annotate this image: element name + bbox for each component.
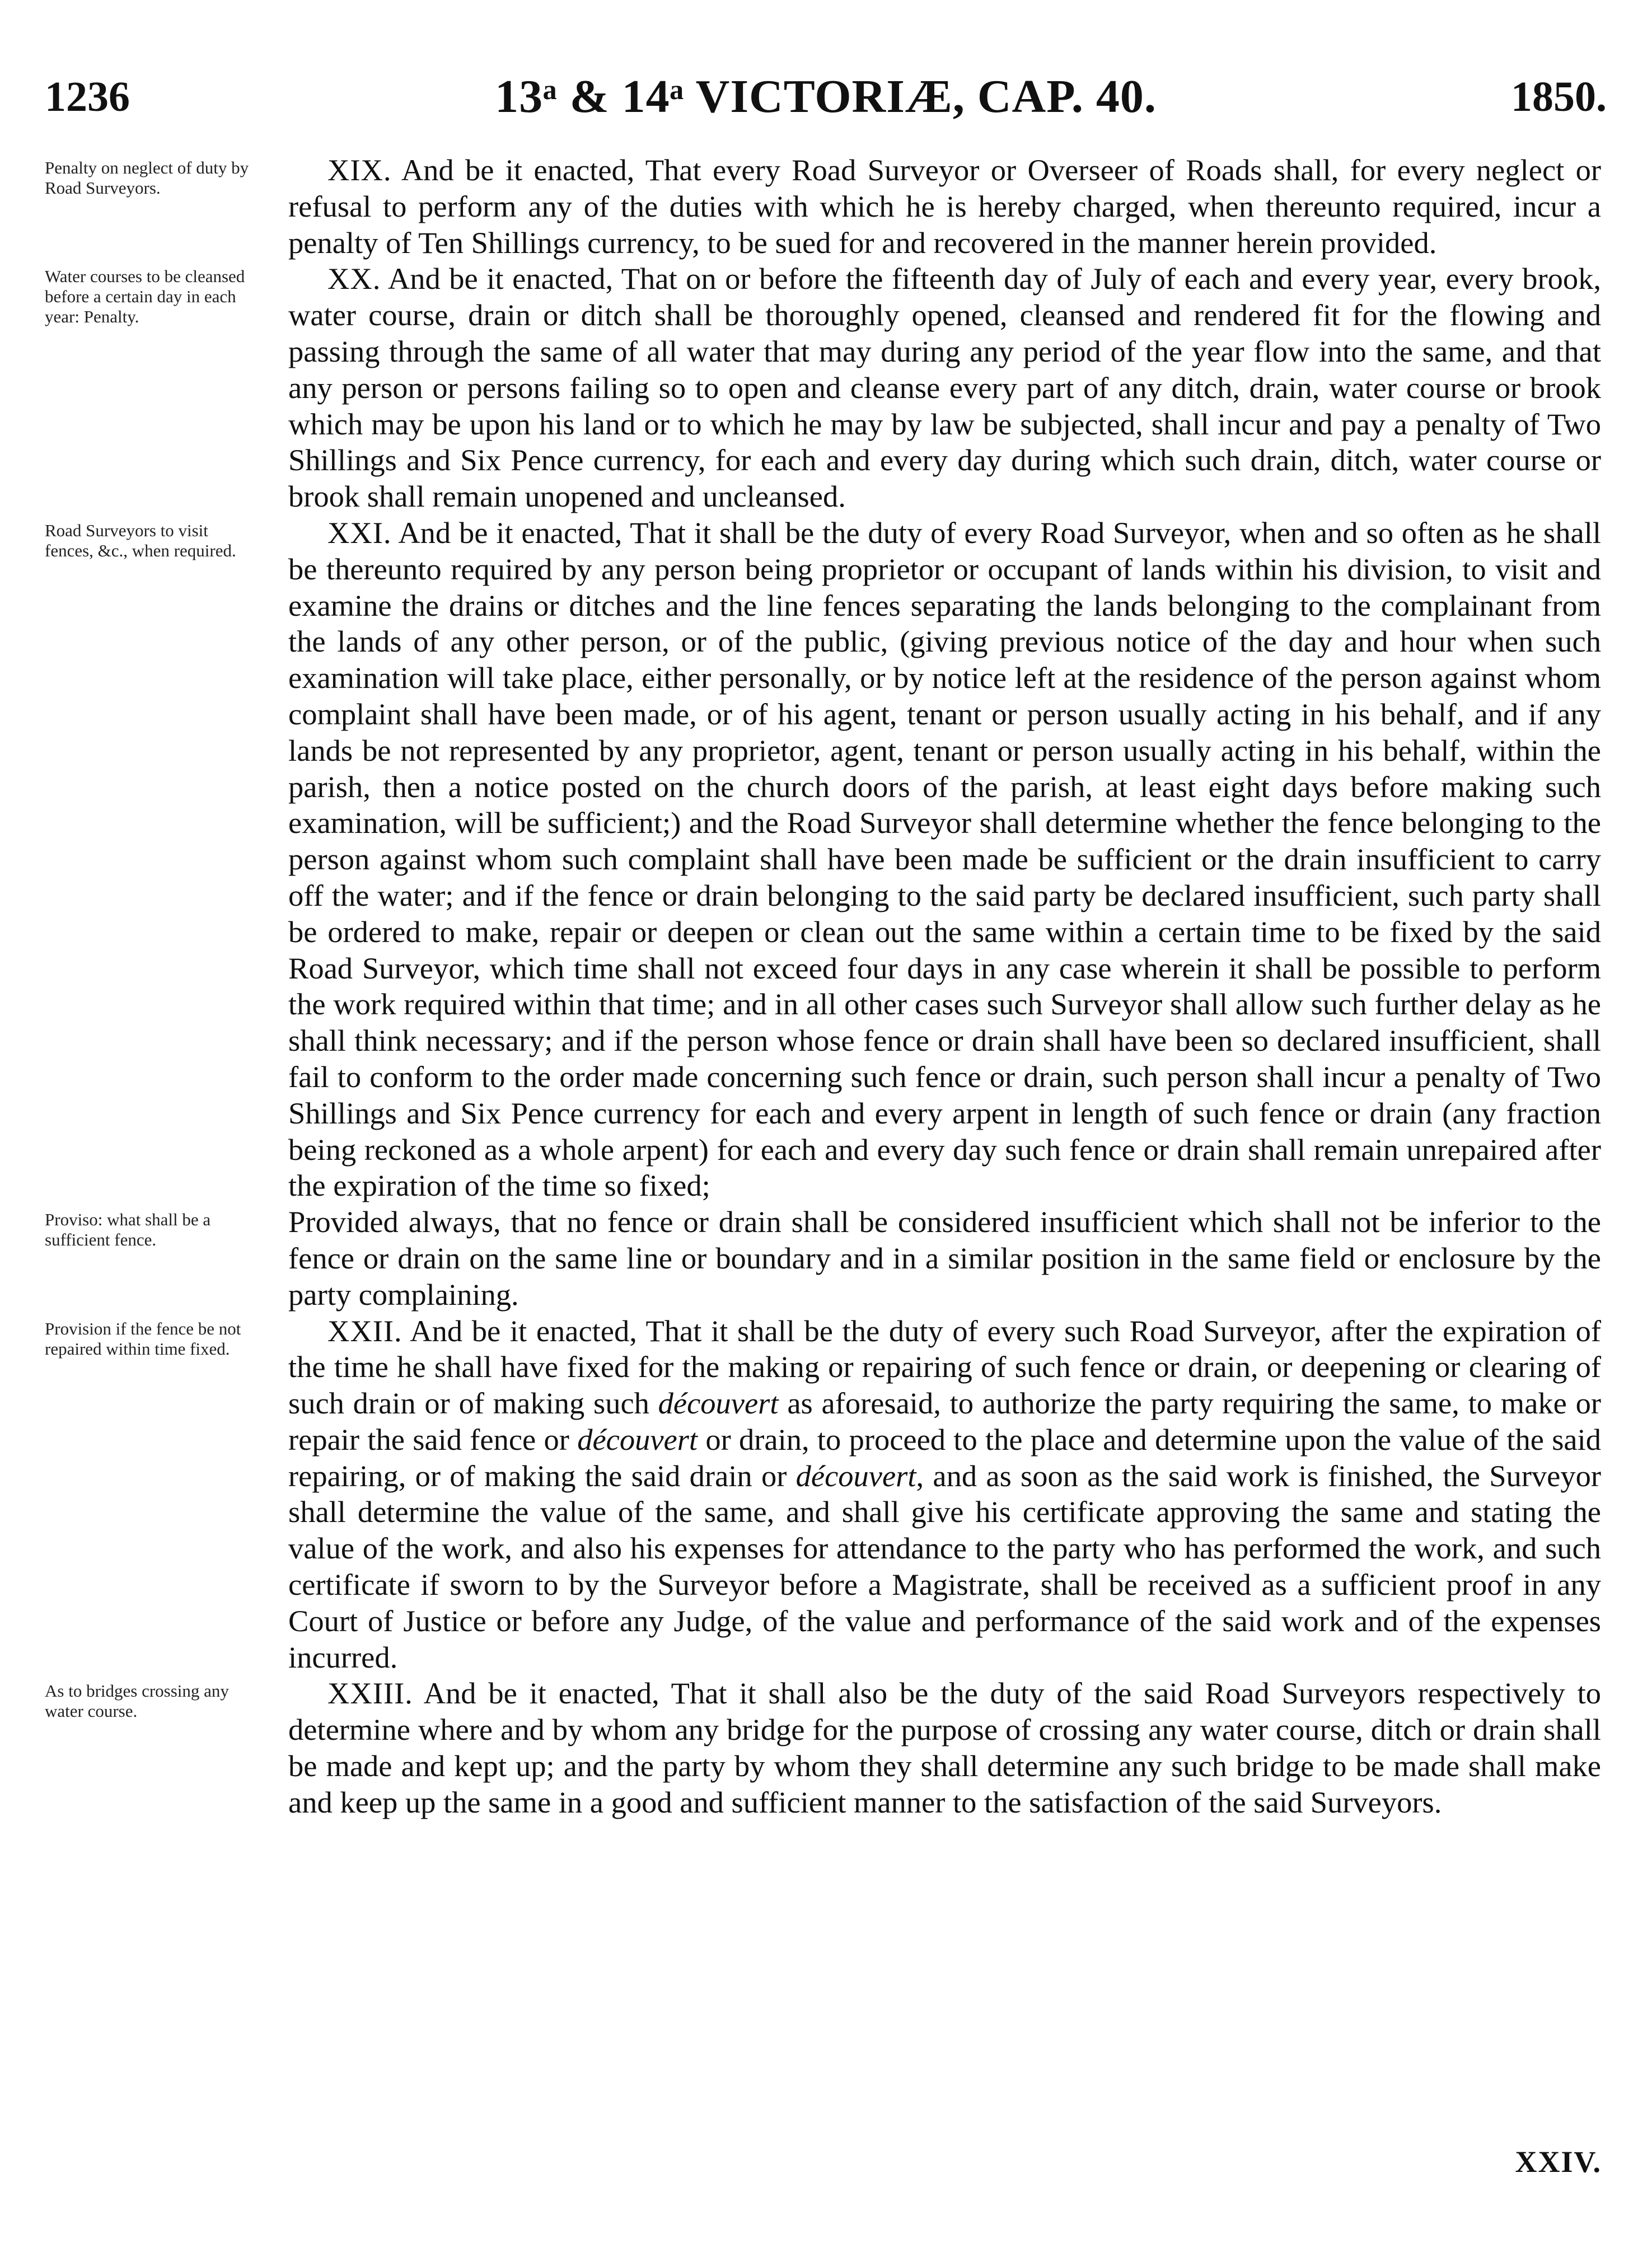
section-number: XIX. xyxy=(327,153,392,187)
section-paragraph xyxy=(288,515,1601,1204)
marginal-note: Road Surveyors to visit fences, &c., when required. xyxy=(45,520,236,560)
section-xxi xyxy=(0,515,1652,1204)
italic-term: découvert xyxy=(658,1386,779,1421)
marginal-note: As to bridges crossing any water course. xyxy=(45,1681,229,1721)
section-number: XXII. xyxy=(327,1313,403,1348)
section-text: And be it enacted, That it shall also be the duty of the said Road Surveyors respectively to determine where and by whom any bridge for the purpose of crossing any water course, ditch or drain shall be made and kept up; and the party by whom they shall determine any such bridge to be made shall make and keep up the same in a good and sufficient manner to the satisfaction of the said Surveyors. xyxy=(288,1676,1601,1819)
section-text: Provided always, that no fence or drain shall be considered insufficient which shall not be inferior to the fence or drain on the same line or boundary and in a similar position in the same field or enclosure by the party complaining. xyxy=(288,1205,1601,1312)
section-number: XX. xyxy=(327,261,381,296)
section-paragraph xyxy=(288,261,1601,515)
italic-term: découvert xyxy=(577,1422,698,1457)
section-text-part: or drain, to proceed to the place and determine upon the value of the said repairing, or of making the said drain or xyxy=(288,1422,1601,1493)
section-xix xyxy=(0,152,1652,261)
section-proviso xyxy=(0,1204,1652,1313)
section-text-part: as aforesaid, to authorize the party requiring the same, to make or repair the said fence or xyxy=(288,1386,1601,1457)
section-number: XXI. xyxy=(327,515,392,550)
body-text xyxy=(0,152,1652,1821)
section-xxiii xyxy=(0,1675,1652,1820)
page-number: 1236 xyxy=(45,73,130,120)
section-paragraph xyxy=(288,152,1601,261)
catchword: XXIV. xyxy=(1515,2145,1602,2179)
section-xx xyxy=(0,261,1652,515)
section-text: And be it enacted, That every Road Surveyor or Overseer of Roads shall, for every neglect or refusal to perform any of the duties with which he is hereby charged, when thereunto required, incur a penalty of Ten Shillings currency, to be sued for and recovered in the manner herein provided. xyxy=(288,153,1601,260)
page-header xyxy=(45,66,1607,133)
section-text: And be it enacted, That it shall be the duty of every Road Surveyor, when and so often as he shall be thereunto required by any person being proprietor or occupant of lands within his division, to visit and examine the drains or ditches and the line fences separating the lands belonging to the complainant from the lands of any other person, or of the public, (giving previous notice of the day and hour when such examination will take place, either personally, or by notice left at the residence of the person against whom complaint shall have been made, or of his agent, tenant or person usually acting in his behalf, and if any lands be not represented by any proprietor, agent, tenant or person usually acting in his behalf, within the parish, then a notice posted on the church doors of the parish, at least eight days before making such examination, will be sufficient;) and the Road Surveyor shall determine whether the fence belonging to the person against whom such complaint shall have been made be sufficient or the drain insufficient to carry off the water; and if the fence or drain belonging to the said party be declared insufficient, such party shall be ordered to make, repair or deepen or clean out the same within a certain time to be fixed by the said Road Surveyor, which time shall not exceed four days in any case wherein it shall be possible to perform the work required within that time; and in all other cases such Surveyor shall allow such further delay as he shall think necessary; and if the person whose fence or drain shall have been so declared insufficient, shall fail to conform to the order made concerning such fence or drain, such person shall incur a penalty of Two Shillings and Six Pence currency for each and every arpent in length of such fence or drain (any fraction being reckoned as a whole arpent) for each and every day such fence or drain shall remain unrepaired after the expiration of the time so fixed; xyxy=(288,515,1601,1203)
section-text-part: And be it enacted, That it shall be the duty of every such Road Surveyor, after the expiration of the time he shall have fixed for the making or repairing of such fence or drain, or deepening or clearing of such drain or of making such xyxy=(288,1313,1601,1421)
section-paragraph xyxy=(288,1313,1601,1676)
year-label: 1850. xyxy=(1511,73,1607,120)
section-number: XXIII. xyxy=(327,1676,413,1711)
marginal-note: Water courses to be cleansed before a certain day in each year: Penalty. xyxy=(45,266,245,327)
section-text: And be it enacted, That on or before the fifteenth day of July of each and every year, every brook, water course, drain or ditch shall be thoroughly opened, cleansed and rendered fit for the flowing and passing through the same of all water that may during any period of the year flow into the same, and that any person or persons failing so to open and cleanse every part of any ditch, drain, water course or brook which may be upon his land or to which he may by law be subjected, shall incur and pay a penalty of Two Shillings and Six Pence currency, for each and every day during which such drain, ditch, water course or brook shall remain unopened and uncleansed. xyxy=(288,261,1601,514)
marginal-note: Proviso: what shall be a sufficient fence. xyxy=(45,1210,211,1250)
marginal-note: Provision if the fence be not repaired within time fixed. xyxy=(45,1318,241,1359)
proviso-paragraph xyxy=(288,1204,1601,1313)
section-text-part: , and as soon as the said work is finished, the Surveyor shall determine the value of the same, and shall give his certificate approving the same and stating the value of the work, and also his expenses for attendance to the party who has performed the work, and such certificate if sworn to by the Surveyor before a Magistrate, shall be received as a sufficient proof in any Court of Justice or before any Judge, of the value and performance of the said work and of the expenses incurred. xyxy=(288,1458,1602,1674)
marginal-note: Penalty on neglect of duty by Road Surveyors. xyxy=(45,158,249,198)
running-title: 13ᵃ & 14ᵃ VICTORIÆ, CAP. 40. xyxy=(495,71,1157,123)
section-xxii xyxy=(0,1313,1652,1676)
section-paragraph xyxy=(288,1675,1601,1820)
italic-term: découvert xyxy=(795,1458,916,1493)
